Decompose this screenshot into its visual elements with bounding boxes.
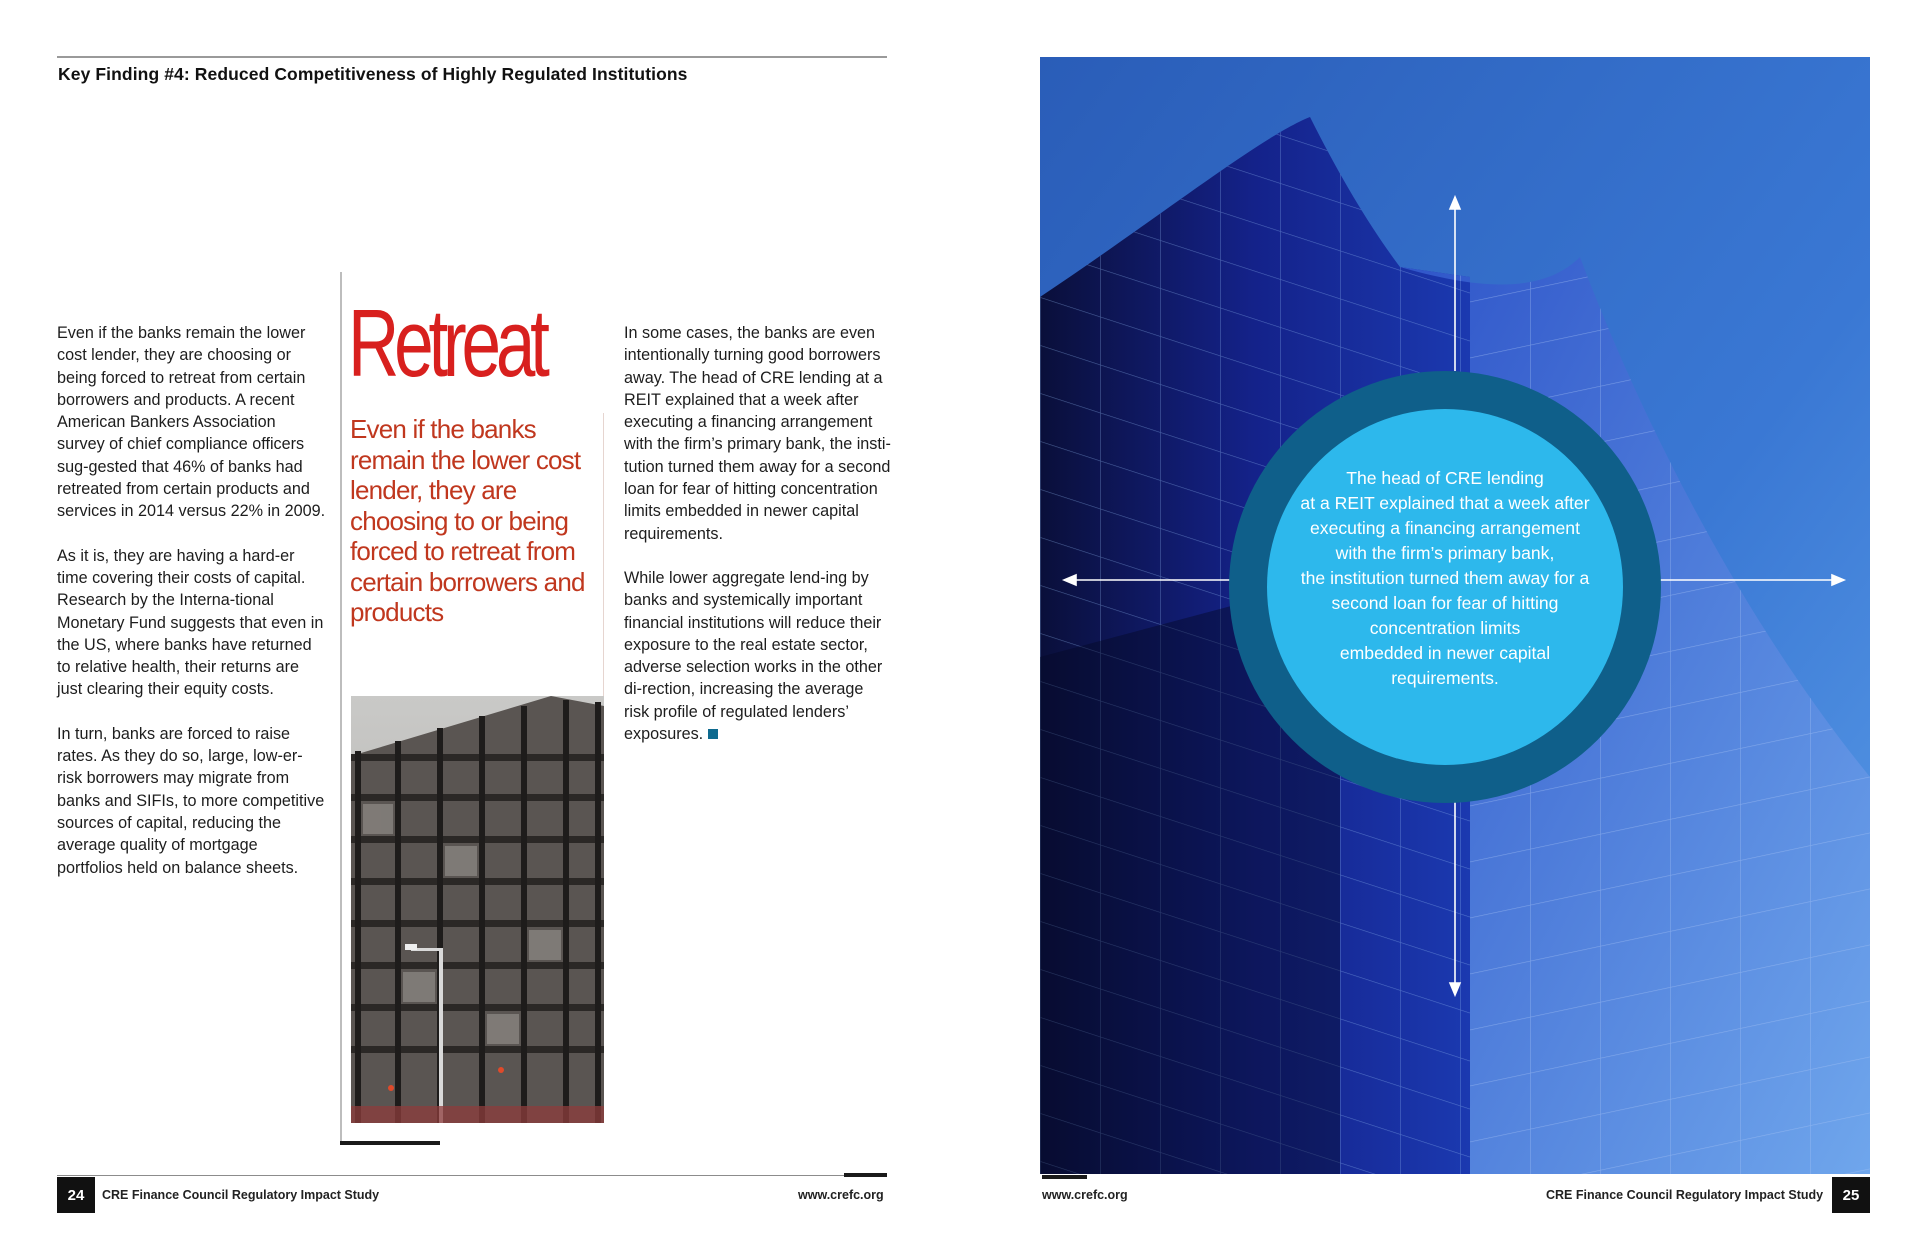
top-rule [57,56,887,58]
callout-line: executing a financing arrangement [1310,518,1580,538]
col3-paragraph-1: In some cases, the banks are even intentionally turning good borrowers away. The head of CRE lending at a REIT explained that a week after executing a financing arrangement with the firm’s primary bank, the insti-tution turned them away for a second loan for fear of hitting concentration limits embedded in newer capital requirements. [624,324,891,543]
callout-line: concentration limits [1369,618,1521,638]
body-column-3 [624,322,892,767]
col1-paragraph-1: Even if the banks remain the lower cost lender, they are choosing or being forced to retreat from certain borrowers and products. A recent American Bankers Association survey of chief compliance officers sug-gested that 46% of banks had retreated from certain products and services in 2014 versus 22% in 2009. [57,324,326,521]
col1-paragraph-2: As it is, they are having a hard-er time covering their costs of capital. Research by the Interna-tional Monetary Fund suggests that even in the US, where banks have returned to relative health, their returns are just clearing their equity costs. [57,546,324,699]
steel-frame-illustration [351,696,604,1123]
right-footer-title: CRE Finance Council Regulatory Impact Study [1546,1188,1824,1202]
left-page-number: 24 [57,1177,95,1213]
col3-paragraph-2 [624,567,892,745]
left-footer-rule-accent [844,1173,887,1177]
body-column-1 [57,322,327,901]
right-page-number: 25 [1832,1177,1870,1213]
left-footer-url[interactable]: www.crefc.org [798,1188,884,1202]
key-finding-heading: Key Finding #4: Reduced Competitiveness of Highly Regulated Institutions [58,64,688,84]
callout-line: second loan for fear of hitting [1331,593,1559,613]
callout-line: with the firm’s primary bank, [1335,543,1555,563]
right-footer-url[interactable]: www.crefc.org [1042,1188,1128,1202]
callout-line: requirements. [1391,668,1499,688]
right-footer-rule-accent [1042,1175,1087,1179]
col3-paragraph-2-text: While lower aggregate lend-ing by banks and systemically important financial institutions will reduce their exposure to the real estate sector, adverse selection works in the other di-rection, increasing the average risk profile of regulated lenders’ exposures. [624,568,883,744]
steel-frame-photo [351,696,604,1123]
callout-quote [1285,466,1605,691]
col1-paragraph-3: In turn, banks are forced to raise rates. As they do so, large, low-er-risk borrowers may migrate from banks and SIFIs, to more competitive sources of capital, reducing the average quality of mortgage portfolios held on balance sheets. [57,724,325,877]
pull-quote-rule [603,413,604,723]
sidebar-bottom-rule [340,1141,440,1145]
sidebar-title: Retreat [348,290,545,397]
callout-line: The head of CRE lending [1346,468,1544,488]
callout-line: embedded in newer capital [1339,643,1551,663]
square-end-mark-icon [708,729,718,739]
left-footer-title: CRE Finance Council Regulatory Impact Study [102,1188,380,1202]
sidebar-vertical-rule [340,272,342,1144]
left-footer-rule [57,1175,887,1176]
pull-quote: Even if the banks remain the lower cost lender, they are choosing to or being forced to retreat from certain borrowers and products [350,414,585,627]
callout-line: at a REIT explained that a week after [1300,493,1590,513]
callout-line: the institution turned them away for a [1300,568,1590,588]
